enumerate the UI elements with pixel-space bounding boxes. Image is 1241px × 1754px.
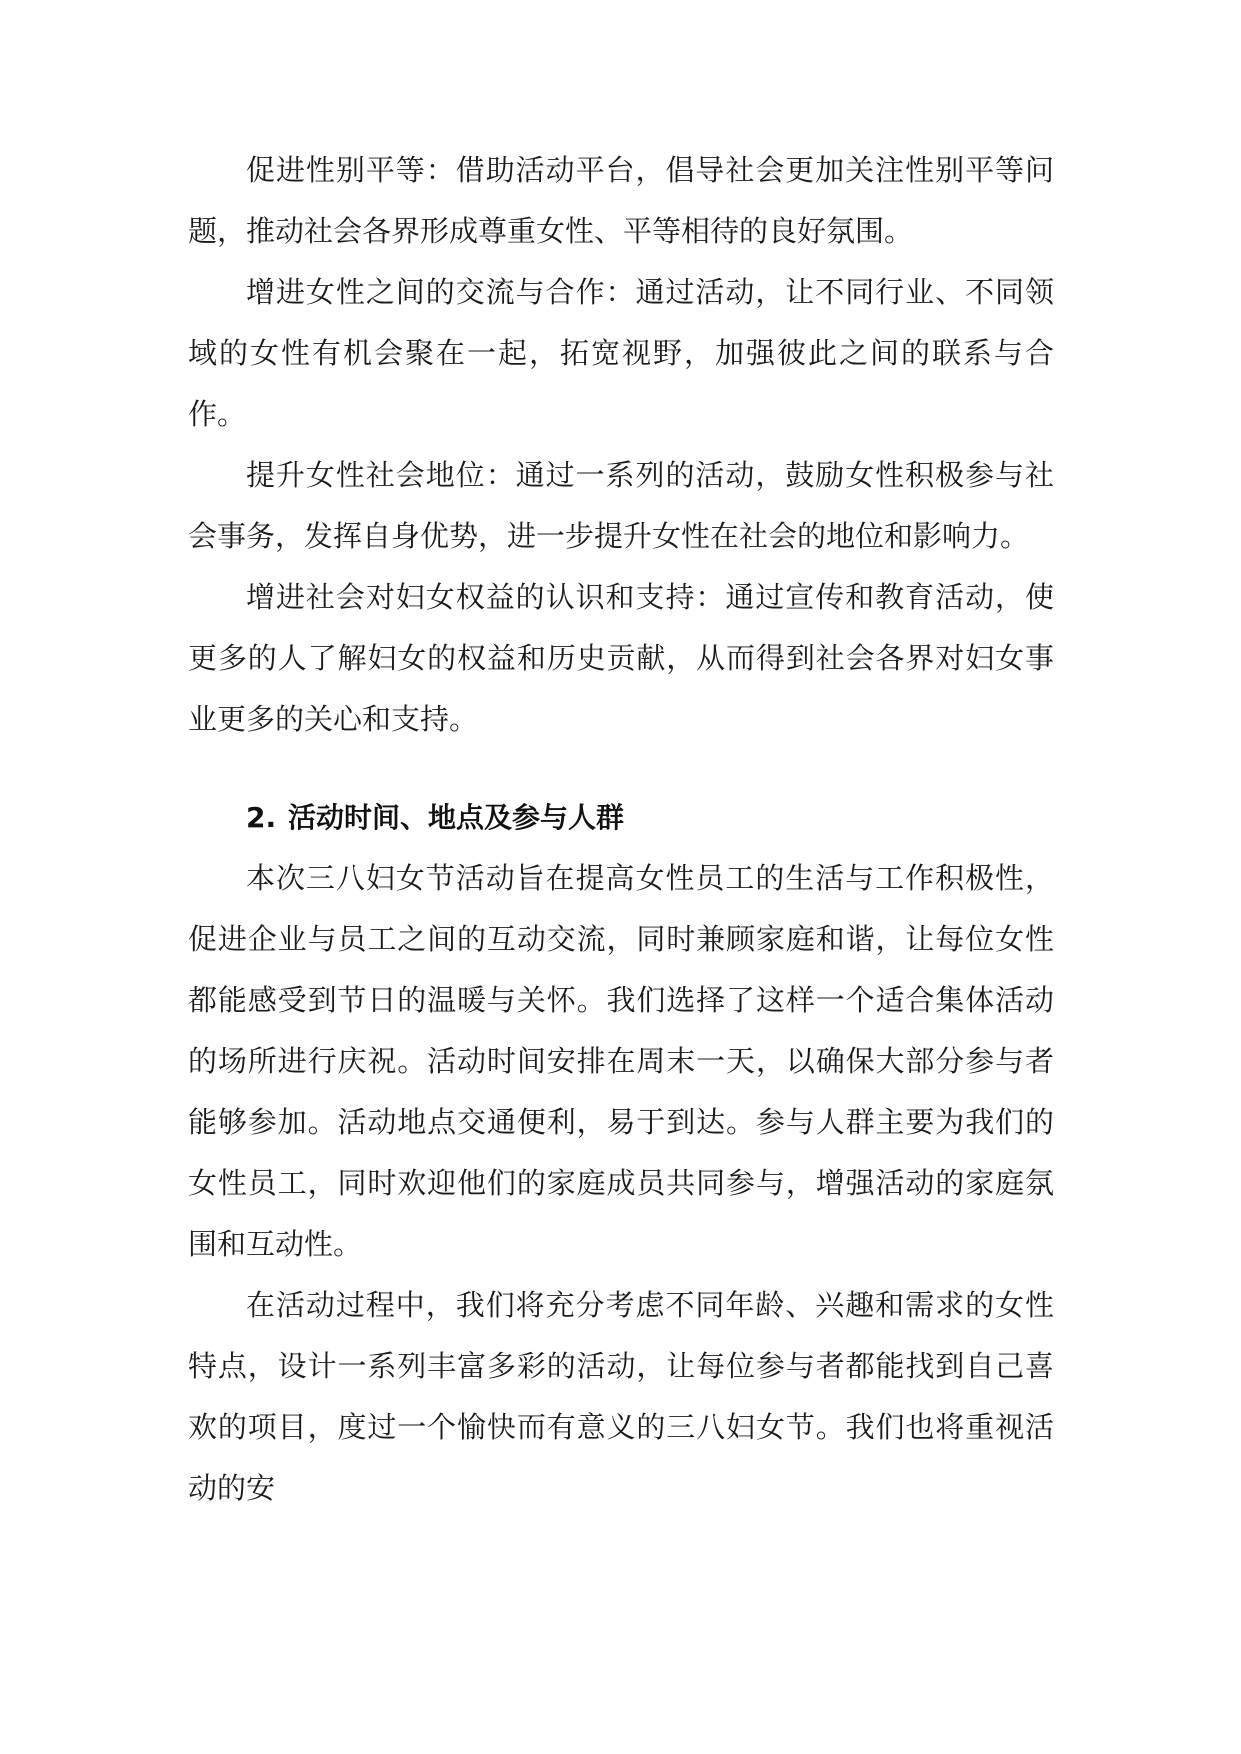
section-heading	[246, 787, 1054, 848]
paragraph-time-place-people: 本次三八妇女节活动旨在提高女性员工的生活与工作积极性，促进企业与员工之间的互动交流，同时兼顾家庭和谐，让每位女性都能感受到节日的温暖与关怀。我们选择了这样一个适合集体活动的场所进行庆祝。活动时间安排在周末一天，以确保大部分参与者能够参加。活动地点交通便利，易于到达。参与人群主要为我们的女性员工，同时欢迎他们的家庭成员共同参与，增强活动的家庭氛围和互动性。	[188, 861, 1054, 1261]
document-body	[188, 140, 1054, 1519]
section-title: 活动时间、地点及参与人群	[288, 801, 625, 834]
paragraph-activity-process: 在活动过程中，我们将充分考虑不同年龄、兴趣和需求的女性特点，设计一系列丰富多彩的活动，让每位参与者都能找到自己喜欢的项目，度过一个愉快而有意义的三八妇女节。我们也将重视活动的安	[188, 1288, 1054, 1505]
paragraph-women-rights: 增进社会对妇女权益的认识和支持：通过宣传和教育活动，使更多的人了解妇女的权益和历史贡献，从而得到社会各界对妇女事业更多的关心和支持。	[188, 580, 1054, 736]
paragraph-social-status: 提升女性社会地位：通过一系列的活动，鼓励女性积极参与社会事务，发挥自身优势，进一步提升女性在社会的地位和影响力。	[188, 458, 1054, 553]
paragraph-gender-equality: 促进性别平等：借助活动平台，倡导社会更加关注性别平等问题，推动社会各界形成尊重女性、平等相待的良好氛围。	[188, 153, 1054, 248]
paragraph-communication-cooperation: 增进女性之间的交流与合作：通过活动，让不同行业、不同领域的女性有机会聚在一起，拓宽视野，加强彼此之间的联系与合作。	[188, 275, 1054, 431]
section-number: 2.	[246, 801, 277, 834]
